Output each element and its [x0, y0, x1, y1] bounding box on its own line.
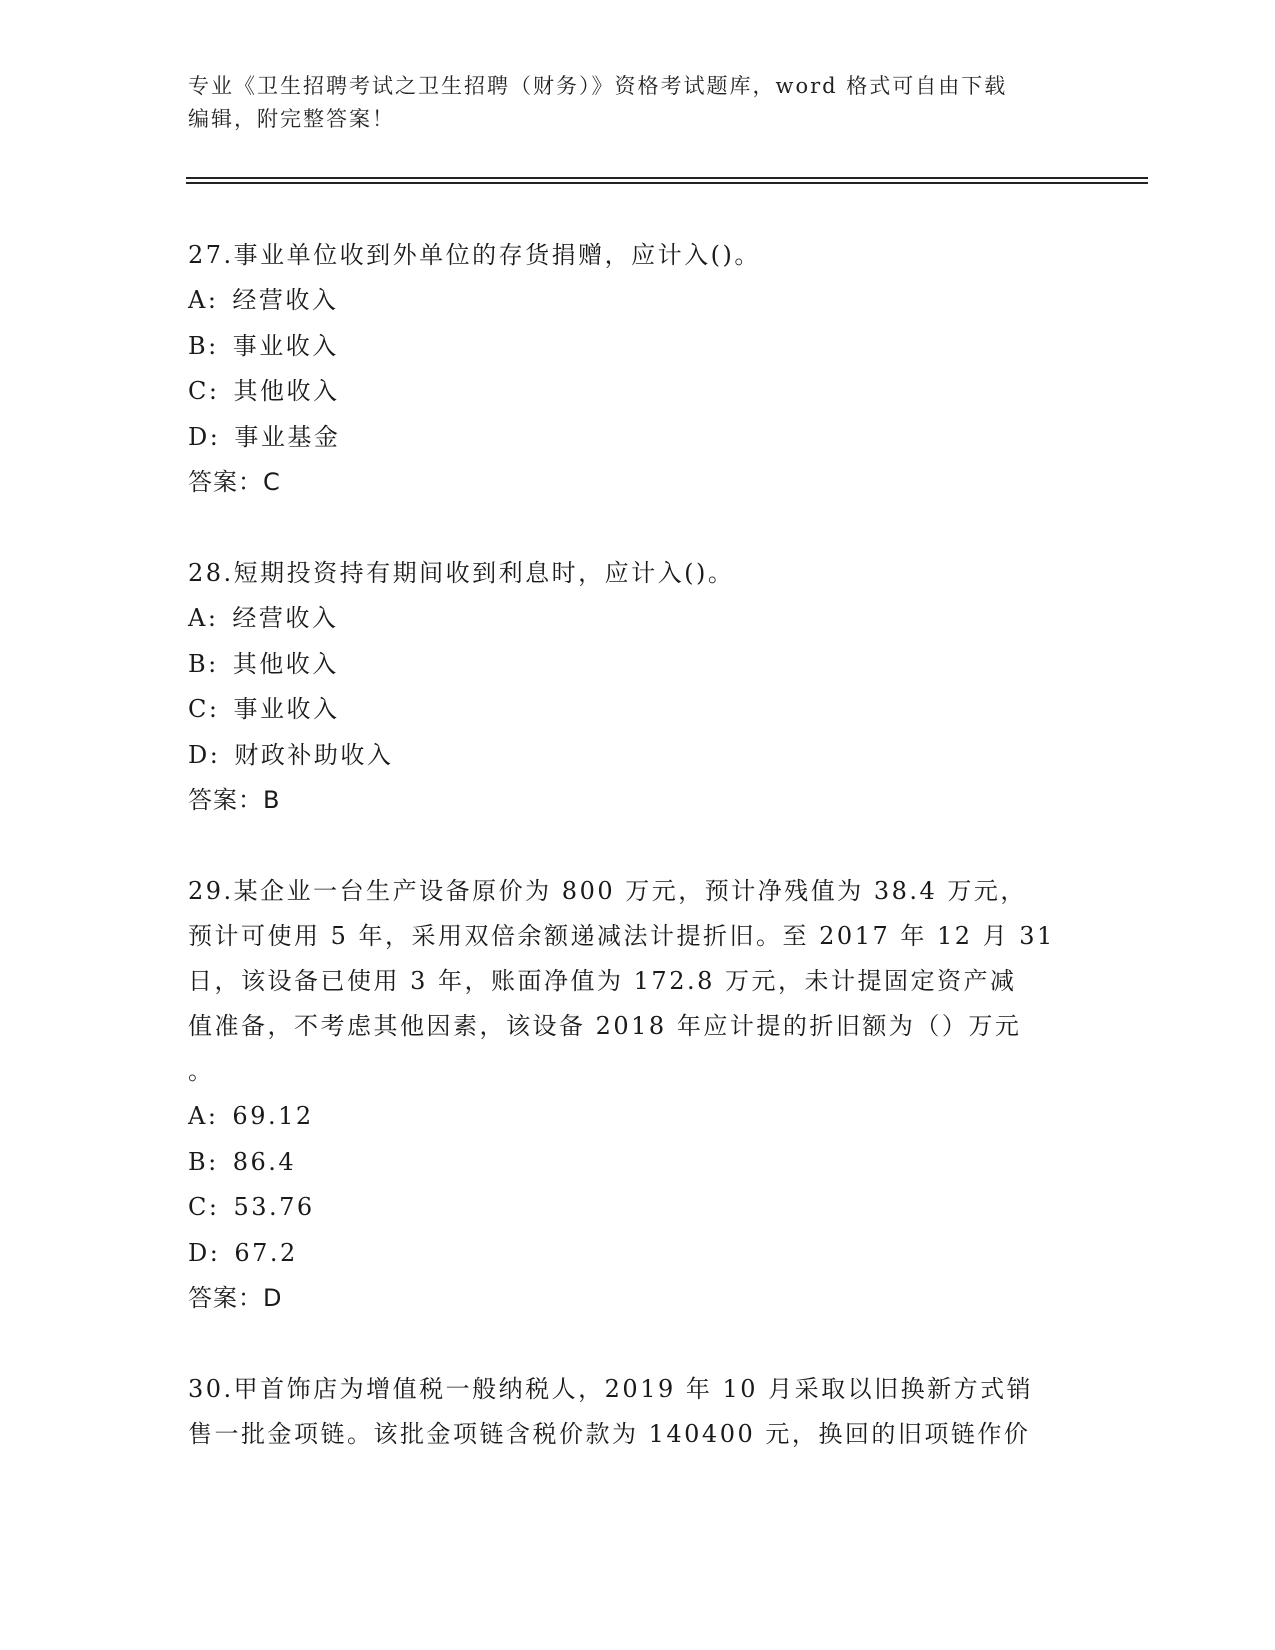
answer-value: D [263, 1284, 283, 1312]
option-text: 经营收入 [232, 604, 339, 632]
option-d [188, 1231, 1068, 1277]
header-divider-top [186, 177, 1148, 179]
question-27 [188, 233, 1068, 505]
answer-line [188, 778, 1068, 823]
option-d [188, 415, 1068, 461]
option-text: 事业基金 [234, 422, 341, 451]
answer-prefix: 答案： [188, 786, 263, 814]
answer-line [188, 460, 1068, 505]
question-text-line: 日，该设备已使用 3 年，账面净值为 172.8 万元，未计提固定资产减 [188, 967, 1017, 995]
question-29 [188, 869, 1068, 1321]
answer-line [188, 1276, 1068, 1321]
question-text-line: 预计可使用 5 年，采用双倍余额递减法计提折旧。至 2017 年 12 月 31 [188, 922, 1055, 950]
option-c [188, 687, 1068, 733]
answer-value: B [263, 786, 281, 814]
option-label: D: [188, 1238, 221, 1267]
option-d [188, 733, 1068, 779]
question-text-line: 售一批金项链。该批金项链含税价款为 140400 元，换回的旧项链作价 [188, 1420, 1031, 1448]
question-text: 28.短期投资持有期间收到利息时，应计入()。 [188, 559, 735, 587]
option-text: 其他收入 [233, 377, 340, 405]
option-text: 事业收入 [233, 695, 340, 723]
option-a [188, 278, 1068, 324]
option-label: A: [188, 604, 219, 632]
option-c [188, 369, 1068, 415]
document-header [188, 70, 1068, 136]
option-label: B: [188, 1147, 219, 1176]
option-label: C: [188, 377, 220, 405]
answer-prefix: 答案： [188, 468, 263, 496]
option-text: 86.4 [232, 1147, 297, 1176]
option-text: 事业收入 [232, 331, 339, 360]
question-text-line: 。 [188, 1057, 215, 1085]
option-c [188, 1185, 1068, 1231]
option-label: D: [188, 422, 221, 451]
question-28 [188, 551, 1068, 823]
option-text: 经营收入 [232, 286, 339, 314]
option-b [188, 324, 1068, 370]
question-text-line: 29.某企业一台生产设备原价为 800 万元，预计净残值为 38.4 万元， [188, 877, 1027, 905]
option-text: 53.76 [233, 1193, 315, 1221]
question-30 [188, 1367, 1068, 1457]
question-text-line: 值准备，不考虑其他因素，该设备 2018 年应计提的折旧额为（）万元 [188, 1012, 1022, 1040]
option-b [188, 642, 1068, 688]
option-text: 其他收入 [232, 649, 339, 678]
option-label: A: [188, 286, 219, 314]
option-label: B: [188, 331, 219, 360]
option-label: C: [188, 1193, 220, 1221]
option-text: 69.12 [232, 1102, 314, 1130]
option-b [188, 1140, 1068, 1186]
option-text: 67.2 [234, 1238, 298, 1267]
option-label: C: [188, 695, 220, 723]
question-text-line: 30.甲首饰店为增值税一般纳税人，2019 年 10 月采取以旧换新方式销 [188, 1375, 1034, 1403]
option-label: A: [188, 1102, 219, 1130]
answer-prefix: 答案： [188, 1284, 263, 1312]
option-a [188, 596, 1068, 642]
option-label: B: [188, 649, 219, 678]
option-a [188, 1094, 1068, 1140]
option-text: 财政补助收入 [234, 740, 394, 769]
question-text: 27.事业单位收到外单位的存货捐赠，应计入()。 [188, 241, 761, 269]
header-line-2: 编辑，附完整答案！ [188, 107, 395, 131]
answer-value: C [263, 468, 281, 496]
header-line-1: 专业《卫生招聘考试之卫生招聘（财务）》资格考试题库，word 格式可自由下载 [188, 74, 1008, 98]
option-label: D: [188, 740, 221, 769]
header-divider-bottom [186, 182, 1148, 184]
